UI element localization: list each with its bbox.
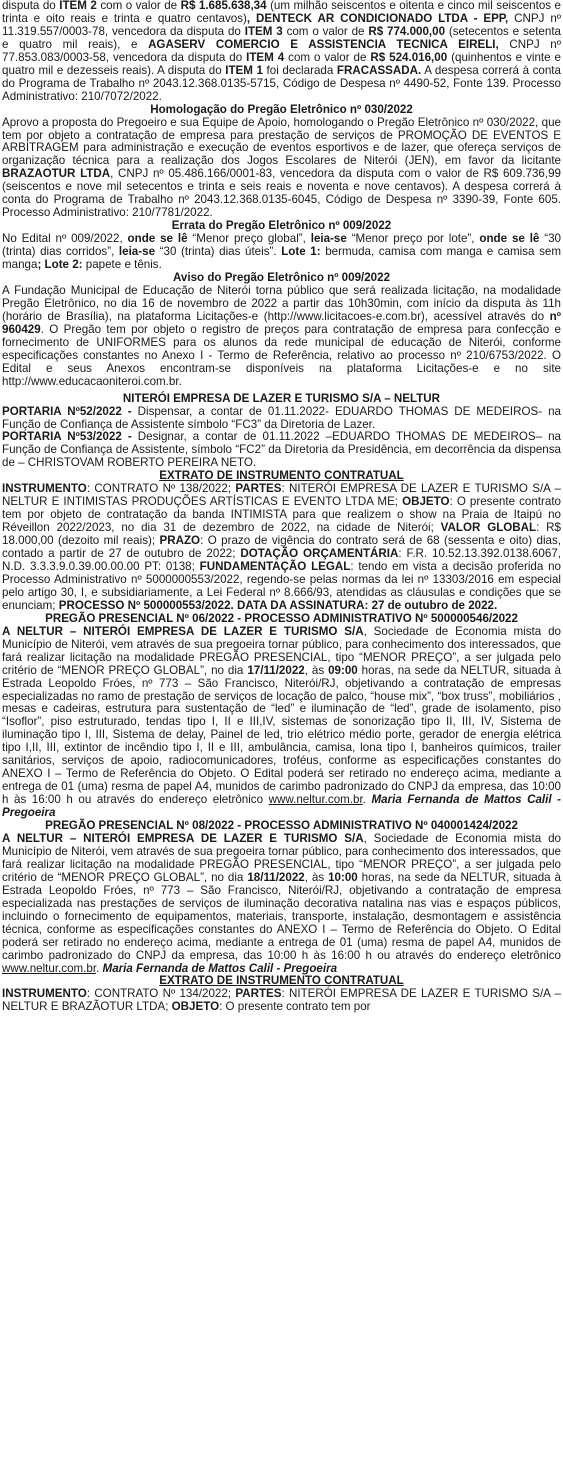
paragraph-errata [2,233,561,272]
item-label: ITEM 4 [246,50,285,64]
emphasis: A NELTUR – NITERÓI EMPRESA DE LAZER E TURISMO S/A [2,832,364,845]
paragraph-pregao-06 [2,626,561,820]
status-label: FRACASSADA. [336,63,422,77]
item-label: ITEM 3 [244,24,283,38]
text: papete e tênis. [82,258,162,272]
emphasis: PORTARIA Nº53/2022 - [2,430,132,444]
emphasis: OBJETO [171,1000,220,1014]
paragraph-award-items [2,0,561,104]
text: , Sociedade de Economia mista do Município de Niterói, vem através de sua pregoeira tornar público, para conhecimento dos interessados, que fará realizar licitação na modalidade PREGÃO PRESENCIAL, tipo “MENOR PREÇO”, a ser julgada pelo critério de “MENOR PREÇO GLOBAL”, no dia [2,624,561,677]
company-name: AGASERV COMERCIO E ASSISTENCIA TECNICA EIRELI, [148,37,499,51]
text: : NITERÓI EMPRESA DE LAZER E TURISMO S/A – NELTUR E BRAZÃOTUR LTDA; [2,987,561,1014]
section-heading-pregao-06: PREGÃO PRESENCIAL Nº 06/2022 - PROCESSO ADMINISTRATIVO Nº 500000546/2022 [45,611,518,625]
emphasis: 09:00 [328,663,358,677]
text: . [96,961,103,975]
text: Dispensar, a contar de 01.11.2022- EDUARDO THOMAS DE MEDEIROS- na Função de Confiança de Assistente símbolo “FC3” da Diretoria de Lazer. [2,404,561,431]
emphasis: INSTRUMENTO [2,482,87,496]
text: horas, na sede da NELTUR, situada à Estrada Leopoldo Fróes, nº 773 – São Francisco, Niterói/RJ, objetivando a contratação de empresas especializadas no ramo de prestação de serviços de locação de palco, “house mix”, “box truss”, mobiliários , mesas e cadeiras, estrutura para sustentação de “led” e iluminação de “led”, grade de isolamento, piso “Isoflor”, piso estruturado, tendas tipo I, II e III,IV, sistemas de sonorização tipo II, III, IV, Sistema de iluminação tipo I, III, Sistema de delay, Painel de led, trio elétrico médio porte, gerador de energia elétrica tipo I,II, III, extintor de incêndio tipo I, II e III, ambulância, camisa, lona tipo I, banheiros químicos, trailer sanitários, serviços de apoio, radiocomunicadores, troféus, conforme as especificações constantes do ANEXO I – Termo de Referência do Objeto. O Edital poderá ser retirado no endereço acima, mediante a entrega de 01 (uma) resma de papel A4, munidos de carimbo padronizado do CNPJ da empresa, das 10:00 h às 16:00 h ou através do endereço eletrônico [2,663,561,807]
neltur-website-link[interactable]: www.neltur.com.br [268,793,363,807]
text: : F.R. 10.52.13.392.0138.6067, N.D. 3.3.3.9.0.39.00.00.00 PT: 0138; [2,547,561,573]
text: CNPJ nº 11.319.557/0003-78, vencedora da disputa do [2,11,561,38]
emphasis: 18/11/2022 [247,870,305,884]
text: “30 (trinta) dias úteis”. [155,245,282,259]
text: . O Pregão tem por objeto o registro de preços para contratação de empresa para confecção e fornecimento de UNIFORMES para os alunos da rede municipal de educação de Niterói, conforme especificações constantes no Anexo I - Termo de Referência, relativo ao processo nº 210/6753/2022. O Edital e seus Anexos encontram-se disponíveis na plataforma Licitações-e e no site http://www.educacaoniteroi.com.br. [2,322,561,388]
text: Aprovo a proposta do Pregoeiro e sua Equipe de Apoio, homologando o Pregão Eletrônico nº 030/2022, que tem por objeto a contratação de empresa para prestação de serviços de PROMOÇÃO DE EVENTOS E ARBITRAGEM para administração e execução de eventos esportivos e de lazer, que ofereça serviços de organização técnica para a realização dos Jogos Escolares de Niterói (JEN), em favor da licitante [2,115,561,168]
paragraph-extrato-138 [2,483,561,613]
emphasis: 17/11/2022 [247,663,305,677]
emphasis: FUNDAMENTAÇÃO LEGAL [199,559,351,573]
section-heading-pregao-08: PREGÃO PRESENCIAL Nº 08/2022 - PROCESSO ADMINISTRATIVO Nº 040001424/2022 [45,819,518,833]
text: , às [304,663,329,677]
emphasis: PRAZO [159,534,201,548]
amount: R$ 1.685.638,34 [180,0,267,12]
paragraph-pregao-08 [2,833,561,975]
emphasis: PORTARIA Nº52/2022 - [2,404,132,418]
text: “30 (trinta) dias corridos”, [2,232,561,259]
text: . [362,793,372,807]
text: CNPJ nº 77.853.083/0003-58, vencedora da disputa do [2,37,561,64]
text: , Sociedade de Economia mista do Município de Niterói, vem através de sua pregoeira tornar público, para conhecimento dos interessados, que fará realizar licitação na modalidade PREGÃO PRESENCIAL, tipo “MENOR PREÇO”, a ser julgada pelo critério de “MENOR PREÇO GLOBAL”, no dia [2,832,561,884]
emphasis: INSTRUMENTO [2,987,87,1001]
text: “Menor preço global”, [187,232,311,246]
emphasis: onde se lê [479,232,540,246]
text: , CNPJ nº 05.486.166/0001-83, vencedora da disputa com o valor de R$ 609.736,99 (seiscentos e nove mil setecentos e trinta e seis reais e noventa e nove centavos). A despesa correrá à conta do Programa de Trabalho nº 2043.12.368.0135-6045, Código de Despesa nº 3390-39, Fonte 605. Processo Administrativo: 210/7781/2022. [2,167,561,220]
emphasis: onde se lê [127,232,188,246]
emphasis: PARTES [235,987,282,1001]
text: bermuda, camisa com manga e camisa sem manga [2,245,561,272]
text: A despesa correrá à conta do Programa de Trabalho nº 2043.12.368.0135-5715, Código de Despesa nº 4490-52, Fonte 139. Processo Administrativo: 210/7072/2022. [2,63,561,103]
amount: R$ 774.000,00 [368,24,446,38]
emphasis: PROCESSO Nº 500000553/2022. DATA DA ASSINATURA: 27 de outubro de 2022. [58,598,498,612]
emphasis: 10:00 [328,870,358,884]
emphasis: leia-se [118,245,156,259]
text: (quinhentos e vinte e quatro mil e dezesseis reais). A disputa do [2,50,561,77]
signature-name: Maria Fernanda de Mattos Calil - Pregoeira [2,793,561,820]
text: : R$ 18.000,00 (dezoito mil reais); [2,521,562,548]
neltur-website-link[interactable]: www.neltur.com.br [2,961,97,975]
text: horas, na sede da NELTUR, situada à Estrada Leopoldo Fróes, nº 773 – São Francisco, Niterói/RJ, objetivando a contratação de empresa especializada nas prestações de serviços de iluminação decorativa natalina nas vias e espaços públicos, incluindo o fornecimento de equipamentos, materiais, transporte, instalação, desmontagem e assistência técnica, conforme as especificações constantes do ANEXO I – Termo de Referência do Objeto. O Edital poderá ser retirado no endereço acima, mediante a entrega de 01 (uma) resma de papel A4, munidos de carimbo padronizado do CNPJ da empresa, das 10:00 h às 16:00 h ou através do endereço eletrônico [2,870,561,962]
text: A Fundação Municipal de Educação de Niterói torna público que será realizada licitação, na modalidade Pregão Eletrônico, no dia 16 de novembro de 2022 a partir das 10h30min, com início da disputa às 11h (horário de Brasília), na plataforma Licitações-e (http://www.licitacoes-e.com.br), acessível através do [2,283,561,323]
emphasis: OBJETO [402,495,450,509]
emphasis: A NELTUR – NITERÓI EMPRESA DE LAZER E TURISMO S/A [2,624,364,638]
text: com o valor de [284,50,371,64]
section-heading-errata: Errata do Pregão Eletrônico nº 009/2022 [171,219,392,233]
emphasis: PARTES [235,482,282,496]
text: : CONTRATO Nº 138/2022; [86,482,236,496]
signature-name: Maria Fernanda de Mattos Calil - Pregoeira [102,961,338,975]
text: (setecentos e setenta e quatro mil reais), e [2,24,562,51]
section-heading-extrato-1: EXTRATO DE INSTRUMENTO CONTRATUAL [159,469,404,483]
paragraph-aviso [2,285,561,389]
emphasis: nº 960429 [2,309,561,336]
company-name: BRAZAOTUR LTDA [2,167,111,181]
paragraph-homologacao [2,117,561,221]
text: : O prazo de vigência do contrato será de 68 (sessenta e oito) dias, contado a partir de 27 de outubro de 2022; [2,534,561,561]
emphasis: ; Lote 2: [37,258,83,272]
section-heading-homologacao: Homologação do Pregão Eletrônico nº 030/2022 [150,102,413,116]
text: , às [304,870,329,884]
paragraph-portaria-53 [2,431,561,470]
emphasis: leia-se [310,232,347,246]
item-label: ITEM 1 [225,63,263,77]
emphasis: DOTAÇÃO ORÇAMENTÁRIA [240,547,399,561]
text: : tendo em vista a decisão proferida no Processo Administrativo nº 5000000553/2022, regendo-se pelas normas da lei nº 13303/2016 em especial pelo artigo 30, I, e subsidiariamente, a Lei Federal nº 8.666/93, atendidas as cláusulas e condições que se enunciam; [2,559,561,612]
text: : O presente contrato tem por objeto de contratação da banda INTIMISTA para que realizem o show na Praia de Itaipú no Réveillon 2022/2023, no dia 31 de dezembro de 2022, na cidade de Niterói; [2,495,561,535]
emphasis: VALOR GLOBAL [440,521,537,535]
text: disputa do [2,0,60,12]
paragraph-portaria-52 [2,406,561,432]
text: : O presente contrato tem por [219,1000,371,1014]
text: foi declarada [262,63,337,77]
section-heading-aviso: Aviso do Pregão Eletrônico nº 009/2022 [172,271,391,285]
paragraph-extrato-134 [2,988,561,1014]
text: com o valor de [96,0,181,12]
text: : CONTRATO Nº 134/2022; [86,987,236,1001]
text: : NITERÓI EMPRESA DE LAZER E TURISMO S/A – NELTUR E INTIMISTAS PRODUÇÕES ARTÍSTICAS E EVENTO LTDA ME; [2,482,561,509]
text: “Menor preço por lote”, [346,232,480,246]
item-label: ITEM 2 [59,0,97,12]
company-name: , DENTECK AR CONDICIONADO LTDA - EPP, [246,11,509,25]
text: No Edital nº 009/2022, [2,232,128,246]
amount: R$ 524.016,00 [370,50,448,64]
text: Designar, a contar de 01.11.2022 –EDUARDO THOMAS DE MEDEIROS– na Função de Confiança de Assistente, símbolo “FC2” da Diretoria da Presidência, em decorrência da dispensa de – CHRISTOVAM ROBERTO PEREIRA NETO. [2,430,561,470]
section-heading-neltur: NITERÓI EMPRESA DE LAZER E TURISMO S/A – NELTUR [122,391,441,405]
emphasis: Lote 1: [281,245,321,259]
section-heading-extrato-2: EXTRATO DE INSTRUMENTO CONTRATUAL [159,974,404,988]
text: (um milhão seiscentos e oitenta e cinco mil seiscentos e trinta e oito reais e trinta e quatro centavos) [2,0,561,25]
text: com o valor de [282,24,369,38]
